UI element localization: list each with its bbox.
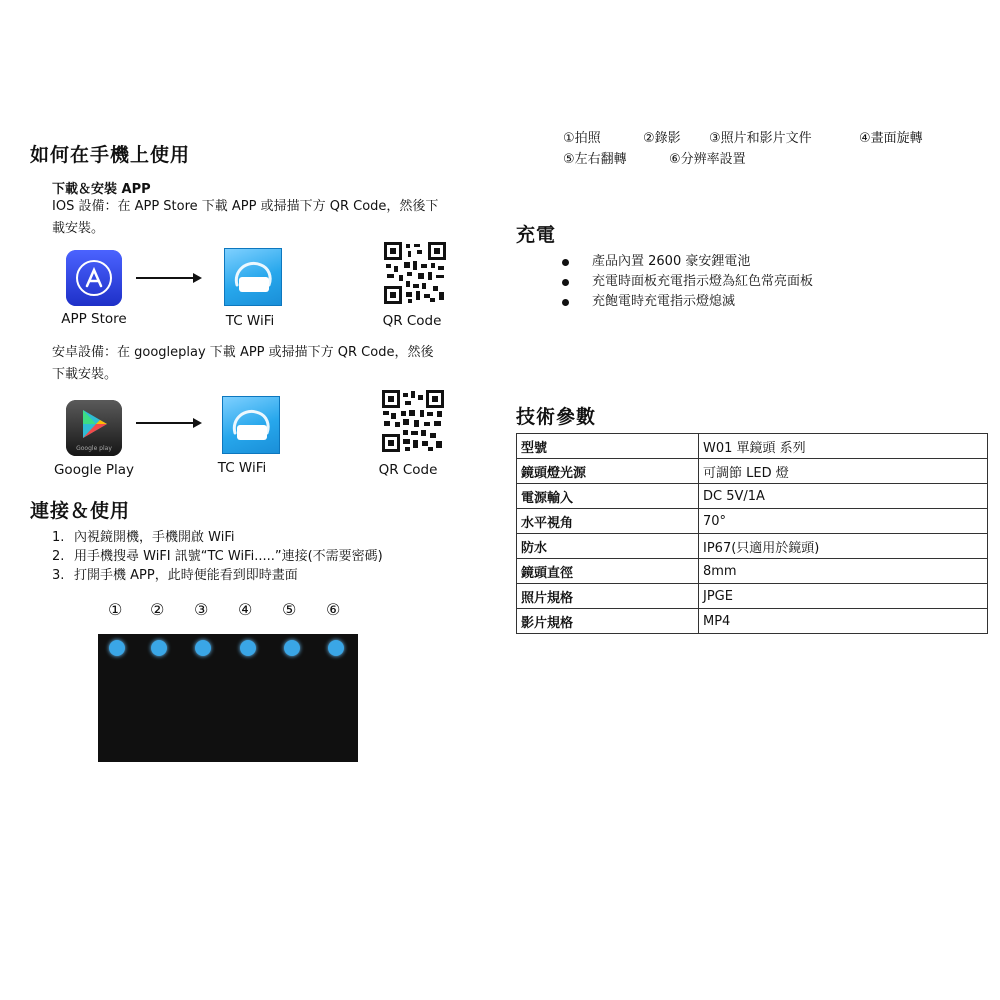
- spec-key: 防水: [517, 534, 699, 559]
- app-store-label: APP Store: [61, 311, 127, 327]
- files-button-dot[interactable]: [195, 640, 211, 656]
- android-instructions-line1: 安卓設備：在 googleplay 下載 APP 或掃描下方 QR Code，然後: [52, 345, 434, 360]
- spec-value: IP67(只適用於鏡頭): [699, 534, 988, 559]
- qr-code-label-2: QR Code: [378, 462, 438, 478]
- spec-value: 可調節 LED 燈: [699, 459, 988, 484]
- ios-instructions-line2: 載安裝。: [52, 221, 105, 236]
- charge-item: 產品內置 2600 豪安鋰電池: [560, 252, 980, 272]
- button-legend: [563, 128, 983, 170]
- legend-record: ②錄影: [643, 131, 681, 146]
- spec-value: MP4: [699, 609, 988, 634]
- table-row: [517, 459, 988, 484]
- android-instructions: [52, 342, 492, 386]
- photo-button-dot[interactable]: [109, 640, 125, 656]
- spec-table: [516, 433, 988, 634]
- spec-value: JPGE: [699, 584, 988, 609]
- legend-rotate: ④畫面旋轉: [859, 131, 923, 146]
- spec-value: 70°: [699, 509, 988, 534]
- charge-item: 充電時面板充電指示燈為紅色常亮面板: [560, 272, 980, 292]
- qr-code-icon-2: [382, 390, 444, 452]
- spec-value: DC 5V/1A: [699, 484, 988, 509]
- step-number: 3.: [52, 568, 65, 583]
- spec-key: 水平視角: [517, 509, 699, 534]
- table-row: [517, 559, 988, 584]
- charge-list: [560, 252, 980, 312]
- connect-title: 連接＆使用: [30, 500, 131, 522]
- table-row: [517, 434, 988, 459]
- tc-wifi-app-icon-2[interactable]: [222, 396, 280, 454]
- ios-instructions-line1: IOS 設備：在 APP Store 下載 APP 或掃描下方 QR Code，然後下: [52, 199, 439, 214]
- marker-1: ①: [108, 600, 123, 619]
- ios-instructions: [52, 196, 492, 240]
- legend-files: ③照片和影片文件: [709, 131, 812, 146]
- charge-title: 充電: [516, 224, 557, 246]
- table-row: [517, 534, 988, 559]
- app-store-icon[interactable]: [66, 250, 122, 306]
- tc-wifi-label: TC WiFi: [225, 313, 275, 329]
- step-text: 打開手機 APP，此時便能看到即時畫面: [74, 568, 298, 583]
- spec-key: 電源輸入: [517, 484, 699, 509]
- spec-title: 技術參數: [516, 406, 597, 428]
- marker-6: ⑥: [326, 600, 341, 619]
- resolution-button-dot[interactable]: [328, 640, 344, 656]
- legend-flip: ⑤左右翻轉: [563, 152, 627, 167]
- right-arrow-head-2: [193, 418, 202, 428]
- app-preview-screen: [98, 634, 358, 762]
- spec-key: 型號: [517, 434, 699, 459]
- table-row: [517, 609, 988, 634]
- step-number: 1.: [52, 530, 65, 545]
- marker-2: ②: [150, 600, 165, 619]
- spec-value: 8mm: [699, 559, 988, 584]
- rotate-button-dot[interactable]: [240, 640, 256, 656]
- step-item: [52, 547, 472, 566]
- right-arrow-icon: [136, 277, 194, 279]
- spec-key: 影片規格: [517, 609, 699, 634]
- table-row: [517, 584, 988, 609]
- android-instructions-line2: 下載安裝。: [52, 367, 118, 382]
- right-arrow-icon-2: [136, 422, 194, 424]
- spec-key: 鏡頭燈光源: [517, 459, 699, 484]
- google-play-label: Google Play: [53, 462, 135, 478]
- record-button-dot[interactable]: [151, 640, 167, 656]
- flip-button-dot[interactable]: [284, 640, 300, 656]
- table-row: [517, 484, 988, 509]
- google-play-icon[interactable]: [66, 400, 122, 456]
- qr-code-label: QR Code: [382, 313, 442, 329]
- right-arrow-head: [193, 273, 202, 283]
- step-item: [52, 566, 472, 585]
- marker-5: ⑤: [282, 600, 297, 619]
- download-heading: 下載＆安裝 APP: [52, 182, 151, 197]
- step-text: 用手機搜尋 WiFI 訊號“TC WiFi.....”連接(不需要密碼): [74, 549, 383, 564]
- qr-code-icon: [384, 242, 446, 304]
- step-number: 2.: [52, 549, 65, 564]
- table-row: [517, 509, 988, 534]
- legend-photo: ①拍照: [563, 131, 601, 146]
- step-item: [52, 528, 472, 547]
- page-title: 如何在手機上使用: [30, 144, 191, 166]
- marker-3: ③: [194, 600, 209, 619]
- spec-value: W01 單鏡頭 系列: [699, 434, 988, 459]
- spec-key: 鏡頭直徑: [517, 559, 699, 584]
- tc-wifi-label-2: TC WiFi: [217, 460, 267, 476]
- charge-item: 充飽電時充電指示燈熄滅: [560, 292, 980, 312]
- legend-resolution: ⑥分辨率設置: [669, 152, 746, 167]
- tc-wifi-app-icon[interactable]: [224, 248, 282, 306]
- marker-4: ④: [238, 600, 253, 619]
- google-play-icon-caption: Google play: [76, 445, 112, 452]
- connect-steps: [52, 528, 472, 585]
- spec-key: 照片規格: [517, 584, 699, 609]
- step-text: 內視鏡開機，手機開啟 WiFi: [74, 530, 235, 545]
